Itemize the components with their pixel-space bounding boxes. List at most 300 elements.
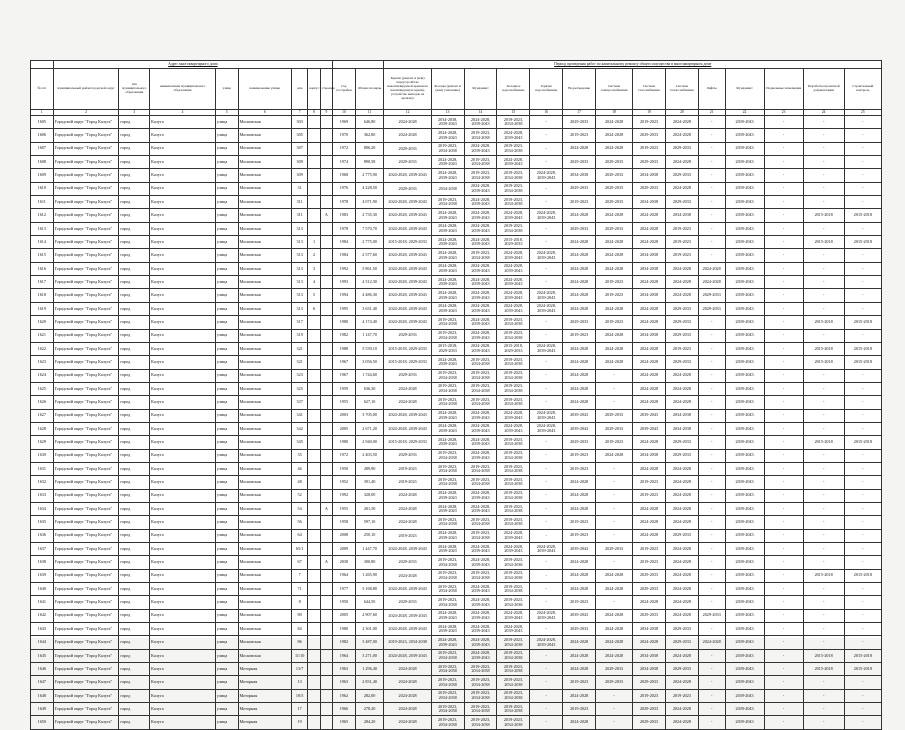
cell-fac: 2019-2023, 2034-2038 — [431, 462, 464, 475]
cell-korp — [308, 142, 320, 155]
cell-lift: - — [698, 422, 725, 435]
cell-elec: 2024-2028 — [596, 249, 633, 262]
cell-heat: 2024-2028 — [665, 382, 698, 395]
cell-elec: 2029-2033 — [596, 169, 633, 182]
cell-roof: 2019-2023 — [384, 462, 431, 475]
cell-n: 1605 — [31, 116, 54, 129]
cell-n: 1647 — [31, 676, 54, 689]
cell-heat: 2024-2028 — [665, 369, 698, 382]
cell-roof: 2024-2028 — [384, 129, 431, 142]
cell-proj: - — [803, 382, 844, 395]
cell-mo: Калуга — [150, 342, 216, 355]
cell-area: 3 271,00 — [355, 649, 384, 662]
cell-type: город — [119, 182, 150, 195]
cell-ctrl: 2015-2018 — [844, 342, 881, 355]
cell-fund2: 2039-2043 — [725, 316, 764, 329]
cell-street: Московская — [238, 516, 291, 529]
cell-gas: 2024-2028 — [633, 596, 666, 609]
cell-mo: Калуга — [150, 716, 216, 729]
cell-street_type: улица — [215, 596, 238, 609]
cell-lift: - — [698, 196, 725, 209]
cell-mo: Калуга — [150, 382, 216, 395]
cell-str — [320, 156, 332, 169]
cell-korp — [308, 196, 320, 209]
cell-elec: - — [596, 716, 633, 729]
cell-proj: - — [803, 676, 844, 689]
cell-cold: 2019-2023, 2034-2038 — [497, 356, 530, 369]
cell-street: Московская — [238, 396, 291, 409]
cell-base: - — [764, 436, 803, 449]
table-row — [31, 209, 882, 222]
cell-street: Моторная — [238, 676, 291, 689]
cell-house: 71 — [291, 583, 307, 596]
cell-year: 1969 — [333, 116, 356, 129]
cell-sew: 2024-2028 — [563, 276, 596, 289]
cell-korp — [308, 209, 320, 222]
cell-heat: 2024-2028 — [665, 476, 698, 489]
cell-korp — [308, 169, 320, 182]
cell-year: 1977 — [333, 583, 356, 596]
cell-roof: 2015-2018, 2029-2033 — [384, 436, 431, 449]
cell-street: Московская — [238, 196, 291, 209]
cell-n: 1643 — [31, 623, 54, 636]
cell-house: 52 — [291, 489, 307, 502]
cell-area: 362,80 — [355, 129, 384, 142]
cell-proj: 2015-2018 — [803, 356, 844, 369]
cell-street_type: улица — [215, 676, 238, 689]
cell-house: 86 — [291, 636, 307, 649]
cell-house: 17 — [291, 703, 307, 716]
cell-house: 321 — [291, 356, 307, 369]
cell-cold: 2024-2028, 2039-2043 — [497, 422, 530, 435]
cell-heat: 2029-2033 — [665, 449, 698, 462]
cell-sew: 2019-2023 — [563, 516, 596, 529]
cell-gas: 2019-2023 — [633, 543, 666, 556]
cell-korp — [308, 369, 320, 382]
table-row — [31, 676, 882, 689]
cell-gas: 2019-2023 — [633, 142, 666, 155]
cell-year: 1967 — [333, 356, 356, 369]
cell-sew: 2024-2028 — [563, 663, 596, 676]
cell-proj: - — [803, 583, 844, 596]
cell-district: Городской округ "Город Калуга" — [53, 636, 119, 649]
cell-gas: 2024-2028 — [633, 436, 666, 449]
cell-type: город — [119, 316, 150, 329]
cell-street: Моторная — [238, 703, 291, 716]
cell-lift: - — [698, 342, 725, 355]
column-number: 10 — [333, 110, 356, 116]
cell-heat: 2024-2028 — [665, 129, 698, 142]
cell-street_type: улица — [215, 382, 238, 395]
cell-n: 1639 — [31, 569, 54, 582]
cell-korp — [308, 342, 320, 355]
cell-house: 303 — [291, 116, 307, 129]
cell-house: 313 — [291, 302, 307, 315]
cell-district: Городской округ "Город Калуга" — [53, 302, 119, 315]
table-row — [31, 142, 882, 155]
cell-gas: 2034-2038 — [633, 623, 666, 636]
cell-street_type: улица — [215, 316, 238, 329]
cell-street: Московская — [238, 222, 291, 235]
cell-heat: 2024-2028 — [665, 516, 698, 529]
cell-house: 317 — [291, 316, 307, 329]
cell-sew: 2034-2038 — [563, 169, 596, 182]
table-row — [31, 316, 882, 329]
cell-year: 1972 — [333, 449, 356, 462]
cell-cold: 2015-2018, 2029-2033 — [497, 342, 530, 355]
cell-mo: Калуга — [150, 596, 216, 609]
cell-n: 1616 — [31, 262, 54, 275]
cell-fund2: 2039-2043 — [725, 382, 764, 395]
cell-heat: 2024-2028 — [665, 262, 698, 275]
cell-n: 1623 — [31, 356, 54, 369]
cell-n: 1621 — [31, 329, 54, 342]
column-header: Система газоснабжения — [633, 69, 666, 110]
cell-year: 1980 — [333, 316, 356, 329]
table-body — [31, 116, 882, 730]
cell-street: Московская — [238, 583, 291, 596]
cell-street_type: улица — [215, 529, 238, 542]
cell-fac: 2019-2023, 2034-2038 — [431, 396, 464, 409]
cell-year: 2005 — [333, 609, 356, 622]
cell-heat: 2029-2033 — [665, 302, 698, 315]
table-row — [31, 129, 882, 142]
cell-type: город — [119, 462, 150, 475]
cell-fnd: 2024-2028, 2039-2043 — [464, 409, 497, 422]
cell-fac: 2024-2028, 2039-2043 — [431, 529, 464, 542]
cell-ctrl: - — [844, 583, 881, 596]
cell-year: 1978 — [333, 196, 356, 209]
cell-year: 1994 — [333, 289, 356, 302]
cell-proj: - — [803, 396, 844, 409]
cell-base: - — [764, 182, 803, 195]
cell-fac: 2024-2028, 2039-2043 — [431, 156, 464, 169]
cell-ctrl: - — [844, 249, 881, 262]
cell-roof: 2024-2028, 2039-2043 — [384, 262, 431, 275]
cell-type: город — [119, 409, 150, 422]
cell-street: Московская — [238, 169, 291, 182]
cell-street_type: улица — [215, 129, 238, 142]
table-row — [31, 289, 882, 302]
cell-year: 1950 — [333, 462, 356, 475]
cell-str — [320, 409, 332, 422]
cell-ctrl: - — [844, 516, 881, 529]
cell-ctrl: - — [844, 169, 881, 182]
cell-area: 4 174,40 — [355, 316, 384, 329]
column-number: 9 — [320, 110, 332, 116]
cell-heat: 2024-2028 — [665, 116, 698, 129]
cell-district: Городской округ "Город Калуга" — [53, 716, 119, 729]
cell-korp — [308, 663, 320, 676]
cell-street: Московская — [238, 529, 291, 542]
table-row — [31, 156, 882, 169]
cell-heat: 2029-2033 — [665, 623, 698, 636]
cell-street_type: улица — [215, 422, 238, 435]
cell-mo: Калуга — [150, 116, 216, 129]
cell-hot: - — [530, 676, 563, 689]
cell-fnd: 2019-2023, 2034-2038 — [464, 663, 497, 676]
table-row — [31, 369, 882, 382]
cell-street: Московская — [238, 476, 291, 489]
cell-lift: 2024-2028 — [698, 262, 725, 275]
column-header: № п/п — [31, 69, 54, 110]
cell-area: 2 940,00 — [355, 436, 384, 449]
cell-korp — [308, 583, 320, 596]
cell-type: город — [119, 623, 150, 636]
cell-base: - — [764, 302, 803, 315]
cell-ctrl: - — [844, 369, 881, 382]
cell-sew: 2024-2028 — [563, 342, 596, 355]
cell-korp — [308, 222, 320, 235]
cell-cold: 2019-2023, 2034-2038 — [497, 476, 530, 489]
cell-elec: - — [596, 462, 633, 475]
cell-street_type: улица — [215, 156, 238, 169]
table-row — [31, 716, 882, 729]
column-number: 14 — [464, 110, 497, 116]
cell-korp — [308, 609, 320, 622]
cell-str — [320, 236, 332, 249]
cell-n: 1625 — [31, 382, 54, 395]
cell-base: - — [764, 703, 803, 716]
cell-fnd: 2024-2028, 2039-2043 — [464, 596, 497, 609]
cell-lift: - — [698, 543, 725, 556]
cell-type: город — [119, 262, 150, 275]
cell-sew: 2019-2023 — [563, 329, 596, 342]
cell-fund2: 2039-2043 — [725, 502, 764, 515]
cell-fnd: 2019-2023, 2034-2038 — [464, 382, 497, 395]
cell-elec: 2024-2028 — [596, 262, 633, 275]
cell-str — [320, 462, 332, 475]
cell-street: Моторная — [238, 663, 291, 676]
column-header: Холодное водоснабжение — [497, 69, 530, 110]
cell-roof: 2029-2033 — [384, 329, 431, 342]
cell-fnd: 2019-2023, 2034-2038 — [464, 396, 497, 409]
cell-elec: 2024-2028 — [596, 636, 633, 649]
table-row — [31, 569, 882, 582]
cell-cold: 2019-2023, 2034-2038 — [497, 222, 530, 235]
cell-n: 1630 — [31, 449, 54, 462]
cell-n: 1646 — [31, 663, 54, 676]
cell-district: Городской округ "Город Калуга" — [53, 316, 119, 329]
cell-roof: 2024-2028, 2039-2043 — [384, 302, 431, 315]
cell-elec: 2024-2028 — [596, 449, 633, 462]
cell-elec: 2024-2028 — [596, 236, 633, 249]
cell-area: 278,20 — [355, 703, 384, 716]
cell-roof: 2024-2028, 2039-2043 — [384, 623, 431, 636]
cell-ctrl: - — [844, 196, 881, 209]
cell-district: Городской округ "Город Калуга" — [53, 329, 119, 342]
cell-mo: Калуга — [150, 689, 216, 702]
cell-base: - — [764, 316, 803, 329]
cell-street: Московская — [238, 649, 291, 662]
cell-type: город — [119, 449, 150, 462]
cell-hot: - — [530, 116, 563, 129]
cell-street_type: улица — [215, 583, 238, 596]
cell-roof: 2024-2028, 2039-2043 — [384, 649, 431, 662]
cell-year: 1963 — [333, 663, 356, 676]
cell-street_type: улица — [215, 369, 238, 382]
table-row — [31, 649, 882, 662]
cell-mo: Калуга — [150, 129, 216, 142]
cell-n: 1644 — [31, 636, 54, 649]
cell-fund2: 2039-2043 — [725, 276, 764, 289]
cell-lift: - — [698, 222, 725, 235]
cell-heat: 2024-2028 — [665, 396, 698, 409]
cell-str — [320, 476, 332, 489]
cell-gas: 2024-2028 — [633, 276, 666, 289]
cell-n: 1637 — [31, 543, 54, 556]
cell-proj: - — [803, 156, 844, 169]
cell-type: город — [119, 196, 150, 209]
cell-hot: - — [530, 222, 563, 235]
table-row — [31, 422, 882, 435]
cell-hot: - — [530, 396, 563, 409]
cell-cold: 2024-2028, 2039-2043 — [497, 249, 530, 262]
cell-base: - — [764, 409, 803, 422]
cell-mo: Калуга — [150, 556, 216, 569]
cell-district: Городской округ "Город Калуга" — [53, 663, 119, 676]
cell-str — [320, 636, 332, 649]
cell-str — [320, 262, 332, 275]
cell-fnd: 2024-2028, 2039-2043 — [464, 636, 497, 649]
cell-street_type: улица — [215, 689, 238, 702]
cell-heat: 2024-2028 — [665, 569, 698, 582]
cell-base: - — [764, 689, 803, 702]
cell-heat: 2029-2033 — [665, 436, 698, 449]
cell-roof: 2024-2028, 2039-2043 — [384, 276, 431, 289]
cell-street: Московская — [238, 409, 291, 422]
cell-lift: - — [698, 462, 725, 475]
cell-proj: - — [803, 422, 844, 435]
cell-fnd: 2024-2028, 2039-2043 — [464, 289, 497, 302]
cell-str — [320, 169, 332, 182]
cell-n: 1615 — [31, 249, 54, 262]
cell-mo: Калуга — [150, 663, 216, 676]
cell-area: 2 577,60 — [355, 249, 384, 262]
cell-lift: - — [698, 142, 725, 155]
cell-cold: 2019-2023, 2034-2038 — [497, 196, 530, 209]
cell-district: Городской округ "Город Калуга" — [53, 116, 119, 129]
cell-year: 1980 — [333, 623, 356, 636]
cell-n: 1609 — [31, 169, 54, 182]
cell-district: Городской округ "Город Калуга" — [53, 489, 119, 502]
cell-n: 1638 — [31, 556, 54, 569]
cell-fnd: 2024-2028, 2039-2043 — [464, 302, 497, 315]
cell-fund2: 2039-2043 — [725, 249, 764, 262]
cell-gas: 2029-2033 — [633, 129, 666, 142]
column-number: 4 — [150, 110, 216, 116]
cell-fac: 2024-2028, 2039-2043 — [431, 222, 464, 235]
cell-heat: 2029-2033 — [665, 329, 698, 342]
cell-elec: - — [596, 689, 633, 702]
cell-sew: 2029-2033 — [563, 222, 596, 235]
table-row — [31, 409, 882, 422]
cell-gas: 2024-2028 — [633, 316, 666, 329]
cell-district: Городской округ "Город Калуга" — [53, 169, 119, 182]
cell-street: Московская — [238, 116, 291, 129]
cell-fnd: 2019-2023, 2034-2038 — [464, 569, 497, 582]
cell-district: Городской округ "Город Калуга" — [53, 396, 119, 409]
cell-proj: - — [803, 462, 844, 475]
cell-hot: - — [530, 156, 563, 169]
cell-type: город — [119, 476, 150, 489]
cell-gas: 2029-2033 — [633, 569, 666, 582]
table-row — [31, 583, 882, 596]
table-row — [31, 449, 882, 462]
cell-korp: 5 — [308, 289, 320, 302]
cell-hot: - — [530, 182, 563, 195]
cell-roof: 2029-2033 — [384, 369, 431, 382]
cell-house: 35 — [291, 449, 307, 462]
cell-elec: 2019-2023 — [596, 436, 633, 449]
cell-area: 5 861,50 — [355, 262, 384, 275]
cell-lift: - — [698, 556, 725, 569]
cell-roof: 2019-2023 — [384, 529, 431, 542]
cell-korp — [308, 716, 320, 729]
cell-fac: 2024-2028, 2039-2043 — [431, 169, 464, 182]
cell-roof: 2024-2028 — [384, 516, 431, 529]
cell-fac: 2024-2028, 2039-2043 — [431, 356, 464, 369]
cell-fund2: 2039-2043 — [725, 449, 764, 462]
cell-area: 284,20 — [355, 716, 384, 729]
cell-mo: Калуга — [150, 236, 216, 249]
cell-hot: 2024-2028, 2039-2043 — [530, 289, 563, 302]
cell-district: Городской округ "Город Калуга" — [53, 569, 119, 582]
cell-hot: - — [530, 716, 563, 729]
cell-hot: 2024-2028, 2039-2043 — [530, 543, 563, 556]
cell-area: 4 512,30 — [355, 276, 384, 289]
cell-street_type: улица — [215, 396, 238, 409]
cell-roof: 2029-2033 — [384, 142, 431, 155]
cell-cold: 2019-2023, 2034-2038 — [497, 596, 530, 609]
cell-fund2: 2039-2043 — [725, 422, 764, 435]
cell-street_type: улица — [215, 262, 238, 275]
cell-heat: 2019-2023 — [665, 249, 698, 262]
cell-district: Городской округ "Город Калуга" — [53, 529, 119, 542]
cell-n: 1611 — [31, 196, 54, 209]
cell-base: - — [764, 556, 803, 569]
cell-street: Московская — [238, 422, 291, 435]
cell-mo: Калуга — [150, 409, 216, 422]
cell-korp: 2 — [308, 249, 320, 262]
cell-proj: - — [803, 409, 844, 422]
cell-street_type: улица — [215, 449, 238, 462]
cell-fnd: 2019-2023, 2034-2038 — [464, 356, 497, 369]
cell-korp — [308, 316, 320, 329]
cell-heat: 2029-2033 — [665, 169, 698, 182]
cell-n: 1649 — [31, 703, 54, 716]
cell-proj: - — [803, 182, 844, 195]
cell-gas: 2019-2023 — [633, 556, 666, 569]
cell-fund2: 2039-2043 — [725, 489, 764, 502]
cell-cold: 2019-2023, 2034-2038 — [497, 716, 530, 729]
cell-cold: 2019-2023, 2034-2038 — [497, 369, 530, 382]
cell-street_type: улица — [215, 342, 238, 355]
cell-area: 328,00 — [355, 489, 384, 502]
cell-district: Городской округ "Город Калуга" — [53, 676, 119, 689]
column-header: Водоотведение — [563, 69, 596, 110]
column-header: Фундамент — [725, 69, 764, 110]
cell-gas: 2024-2028 — [633, 529, 666, 542]
cell-type: город — [119, 116, 150, 129]
cell-heat: 2019-2023 — [665, 222, 698, 235]
cell-proj: - — [803, 556, 844, 569]
cell-gas: 2024-2028 — [633, 636, 666, 649]
cell-fnd: 2019-2023, 2034-2038 — [464, 129, 497, 142]
cell-fac: 2019-2023, 2034-2038 — [431, 649, 464, 662]
cell-lift: 2024-2028 — [698, 636, 725, 649]
cell-cold: 2024-2028, 2039-2043 — [497, 289, 530, 302]
